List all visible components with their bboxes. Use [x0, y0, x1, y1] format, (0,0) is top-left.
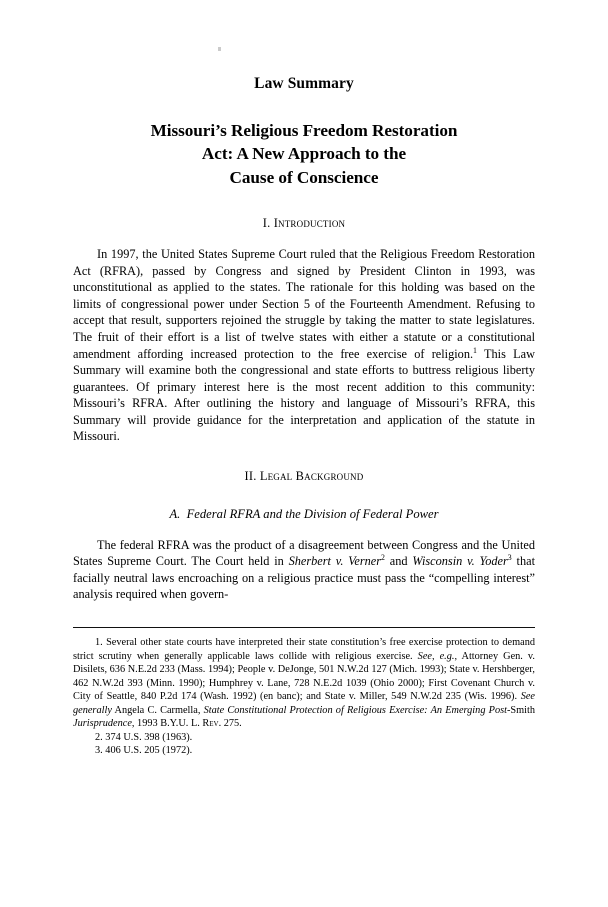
- section-2-heading: [73, 468, 535, 484]
- section-1-heading: [73, 215, 535, 231]
- federal-text-part-1: The federal RFRA was the product of a disagreement between Congress and the United States Supreme Court. The Court held in: [73, 537, 535, 569]
- footnote-1-number: 1.: [95, 636, 103, 648]
- case-citation-yoder: Wisconsin v. Yoder: [412, 554, 508, 569]
- footnote-1: [73, 636, 535, 731]
- footnote-marker-2[interactable]: 2: [381, 553, 385, 563]
- footnote-2: [73, 731, 535, 745]
- title-line-2: Act: A New Approach to the: [201, 144, 407, 164]
- footnotes-block: [73, 636, 535, 758]
- federal-rfra-paragraph: [73, 537, 535, 603]
- subsection-a-label: A.: [169, 506, 181, 521]
- footnote-3-text: 406 U.S. 205 (1972).: [102, 745, 193, 757]
- footnote-1-article-title-a: State Constitutional Protection of Religious Exercise: An Emerging Post-: [203, 704, 511, 716]
- subsection-a-title: Federal RFRA and the Division of Federal Power: [186, 506, 439, 521]
- section-1-numeral: I.: [262, 216, 271, 231]
- footnote-separator: [73, 627, 535, 628]
- footnote-1-text-2: , Attorney Gen. v. Disilets, 636 N.E.2d 233 (Mass. 1994); People v. DeJonge, 501 N.W.2d 127 (Mich. 1993); State v. Hershberger, 462 N.W.2d 393 (Minn. 1990); Humphrey v. Lane, 728 N.E.2d 1039 (Ohio 2000); First Covenant Church v. City of Seattle, 840 P.2d 174 (Wash. 1992) (en banc); and State v. Miller, 549 N.W.2d 235 (Wis. 1996).: [73, 650, 535, 703]
- law-summary-kicker: Law Summary: [254, 75, 354, 92]
- footnote-1-article-title-b: Jurisprudence: [73, 718, 132, 730]
- case-citation-sherbert: Sherbert v. Verner: [288, 554, 382, 569]
- footnote-1-text-4: , 1993: [131, 718, 161, 730]
- page-title: [73, 119, 535, 189]
- footnote-1-signal-see-generally: See generally: [73, 691, 535, 716]
- footnote-marker-1[interactable]: 1: [473, 345, 477, 355]
- title-line-3: Cause of Conscience: [229, 167, 379, 187]
- footnote-1-text-3: Angela C. Carmella,: [111, 704, 204, 716]
- footnote-2-number: 2.: [95, 731, 103, 743]
- title-line-1: Missouri’s Religious Freedom Restoration: [150, 121, 458, 140]
- federal-text-part-3: that facially neutral laws encroaching on a religious practice must pass the “compelling interest” analysis required when govern-: [73, 554, 536, 602]
- page-content: [73, 0, 535, 758]
- footnote-1-journal: B.Y.U. L. Rev.: [160, 718, 222, 730]
- footnote-1-text-5: 275.: [221, 718, 242, 730]
- section-2-title: Legal Background: [259, 468, 364, 483]
- footnote-3: [73, 744, 535, 758]
- footnote-1-signal-see-eg: See, e.g.: [417, 650, 455, 662]
- federal-text-part-2: and: [384, 554, 413, 569]
- footnote-1-text-1: Several other state courts have interpreted their state constitution’s free exercise protection to demand strict scrutiny when generally applicable laws collide with religious exercise.: [73, 636, 535, 662]
- section-2-numeral: II.: [244, 468, 257, 483]
- intro-text-part-1: In 1997, the United States Supreme Court ruled that the Religious Freedom Restoration Act (RFRA), passed by Congress and signed by President Clinton in 1993, was unconstitutional as applied to the states. The rationale for this holding was based on the limits of congressional power under Section 5 of the Fourteenth Amendment. Refusing to accept that result, supporters rejoined the struggle by taking the matter to state legislatures. The fruit of their effort is a list of twelve states with either a statute or a constitutional amendment affording increased protection to the free exercise of religion.: [73, 247, 535, 361]
- footnote-marker-3[interactable]: 3: [507, 553, 512, 563]
- introduction-paragraph: [73, 246, 535, 445]
- footnote-2-text: 374 U.S. 398 (1963).: [102, 731, 193, 743]
- footnote-1-article-smith: Smith: [510, 704, 536, 716]
- footnote-3-number: 3.: [95, 745, 103, 757]
- subsection-a-heading: [73, 506, 535, 522]
- intro-text-part-2: This Law Summary will examine both the congressional and state efforts to buttress religious liberty guarantees. Of primary interest here is the most recent addition to this community: Missouri’s RFRA. After outlining the history and language of Missouri’s RFRA, this Summary will provide guidance for the interpretation and application of the statute in Missouri.: [73, 346, 535, 444]
- section-1-title: Introduction: [273, 216, 346, 231]
